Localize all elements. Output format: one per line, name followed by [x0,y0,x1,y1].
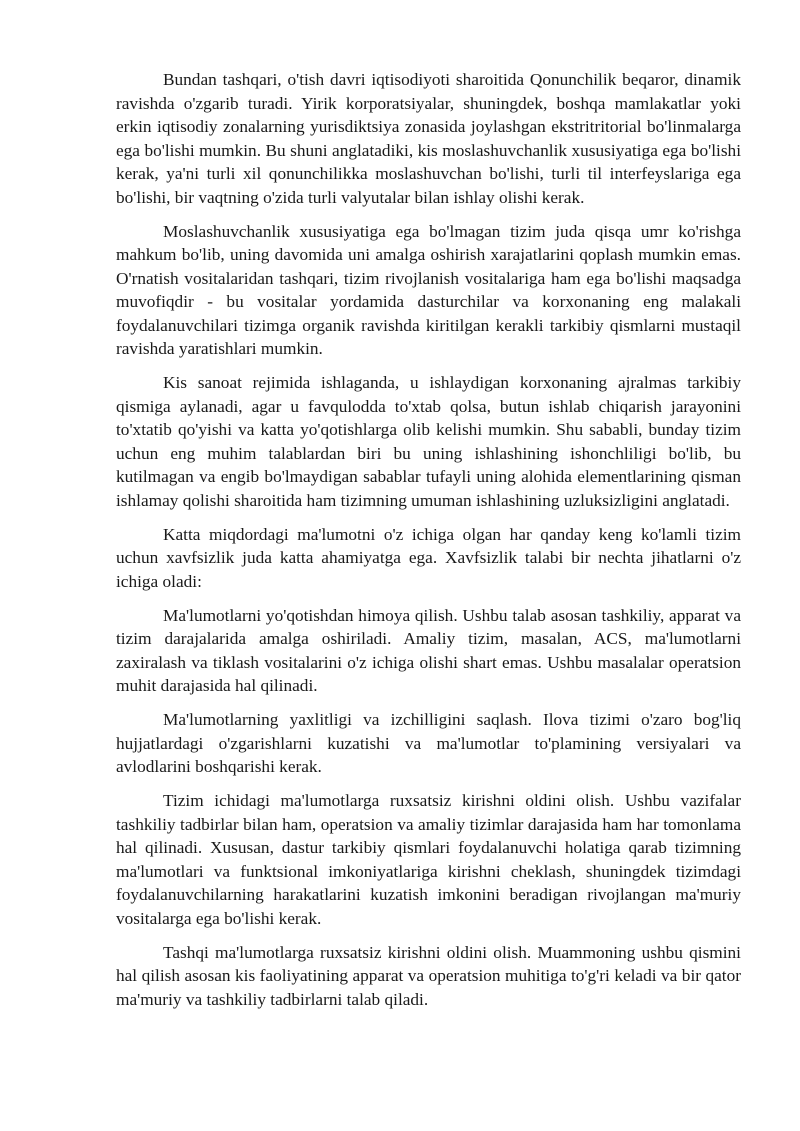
document-page [116,68,741,1022]
paragraph-external-access-control: Tashqi ma'lumotlarga ruxsatsiz kirishni oldini olish. Muammoning ushbu qismini hal qilish asosan kis faoliyatining apparat va operatsion muhitiga to'g'ri keladi va bir qator ma'muriy va tashkiliy tadbirlarni talab qiladi. [116,942,741,1009]
paragraph-flexibility-legislation: Bundan tashqari, o'tish davri iqtisodiyoti sharoitida Qonunchilik beqaror, dinamik ravishda o'zgarib turadi. Yirik korporatsiyalar, shuningdek, boshqa mamlakatlar yoki erkin iqtisodiy zonalarning yurisdiktsiya zonasida joylashgan ekstritritorial bo'linmalarga ega bo'lishi mumkin. Bu shuni anglatadiki, kis moslashuvchanlik xususiyatiga ega bo'lishi kerak, ya'ni turli xil qonunchilikka moslashuvchan bo'lishi, turli til interfeyslariga ega bo'lishi, bir vaqtning o'zida turli valyutalar bilan ishlay olishi kerak. [116,70,741,207]
paragraph-internal-access-control: Tizim ichidagi ma'lumotlarga ruxsatsiz kirishni oldini olish. Ushbu vazifalar tashkiliy tadbirlar bilan ham, operatsion va amaliy tizimlar darajasida ham har tomonlama hal qilinadi. Xususan, dastur tarkibiy qismlari foydalanuvchi holatiga qarab tizimning ma'lumotlari va funktsional imkoniyatlariga kirishni cheklash, shuningdek tizimdagi foydalanuvchilarning harakatlarini kuzatish imkonini beradigan rivojlangan ma'muriy vositalarga ega bo'lishi kerak. [116,791,741,928]
paragraph-security-intro: Katta miqdordagi ma'lumotni o'z ichiga olgan har qanday keng ko'lamli tizim uchun xavfsizlik juda katta ahamiyatga ega. Xavfsizlik talabi bir nechta jihatlarni o'z ichiga oladi: [116,524,741,591]
paragraph-data-integrity: Ma'lumotlarning yaxlitligi va izchilligini saqlash. Ilova tizimi o'zaro bog'liq hujjatlardagi o'zgarishlarni kuzatishi va ma'lumotlar to'plamining versiyalari va avlodlarini boshqarishi kerak. [116,710,741,776]
paragraph-reliability: Kis sanoat rejimida ishlaganda, u ishlaydigan korxonaning ajralmas tarkibiy qismiga aylanadi, agar u favqulodda to'xtab qolsa, butun ishlab chiqarish jarayonini to'xtatib qo'yishi va katta yo'qotishlarga olib kelishi mumkin. Shu sababli, bunday tizim uchun eng muhim talablardan biri bu uning ishlashining ishonchliligi bo'lib, bu kutilmagan va engib bo'lmaydigan sabablar tufayli uning alohida elementlarining qisman ishlamay qolishi sharoitida ham tizimning umuman ishlashining uzluksizligini anglatadi. [116,373,741,510]
paragraph-development-tools: Moslashuvchanlik xususiyatiga ega bo'lmagan tizim juda qisqa umr ko'rishga mahkum bo'lib, uning davomida uni amalga oshirish xarajatlarini qoplash mumkin emas. O'rnatish vositalaridan tashqari, tizim rivojlanish vositalariga ham ega bo'lishi maqsadga muvofiqdir - bu vositalar yordamida dasturchilar va korxonaning eng malakali foydalanuvchilari tizimga organik ravishda kiritilgan kerakli tarkibiy qismlarni mustaqil ravishda yaratishlari mumkin. [116,221,741,358]
paragraph-data-loss-protection: Ma'lumotlarni yo'qotishdan himoya qilish. Ushbu talab asosan tashkiliy, apparat va tizim darajalarida amalga oshiriladi. Amaliy tizim, masalan, ACS, ma'lumotlarni zaxiralash va tiklash vositalarini o'z ichiga olishi shart emas. Ushbu masalalar operatsion muhit darajasida hal qilinadi. [116,605,741,695]
